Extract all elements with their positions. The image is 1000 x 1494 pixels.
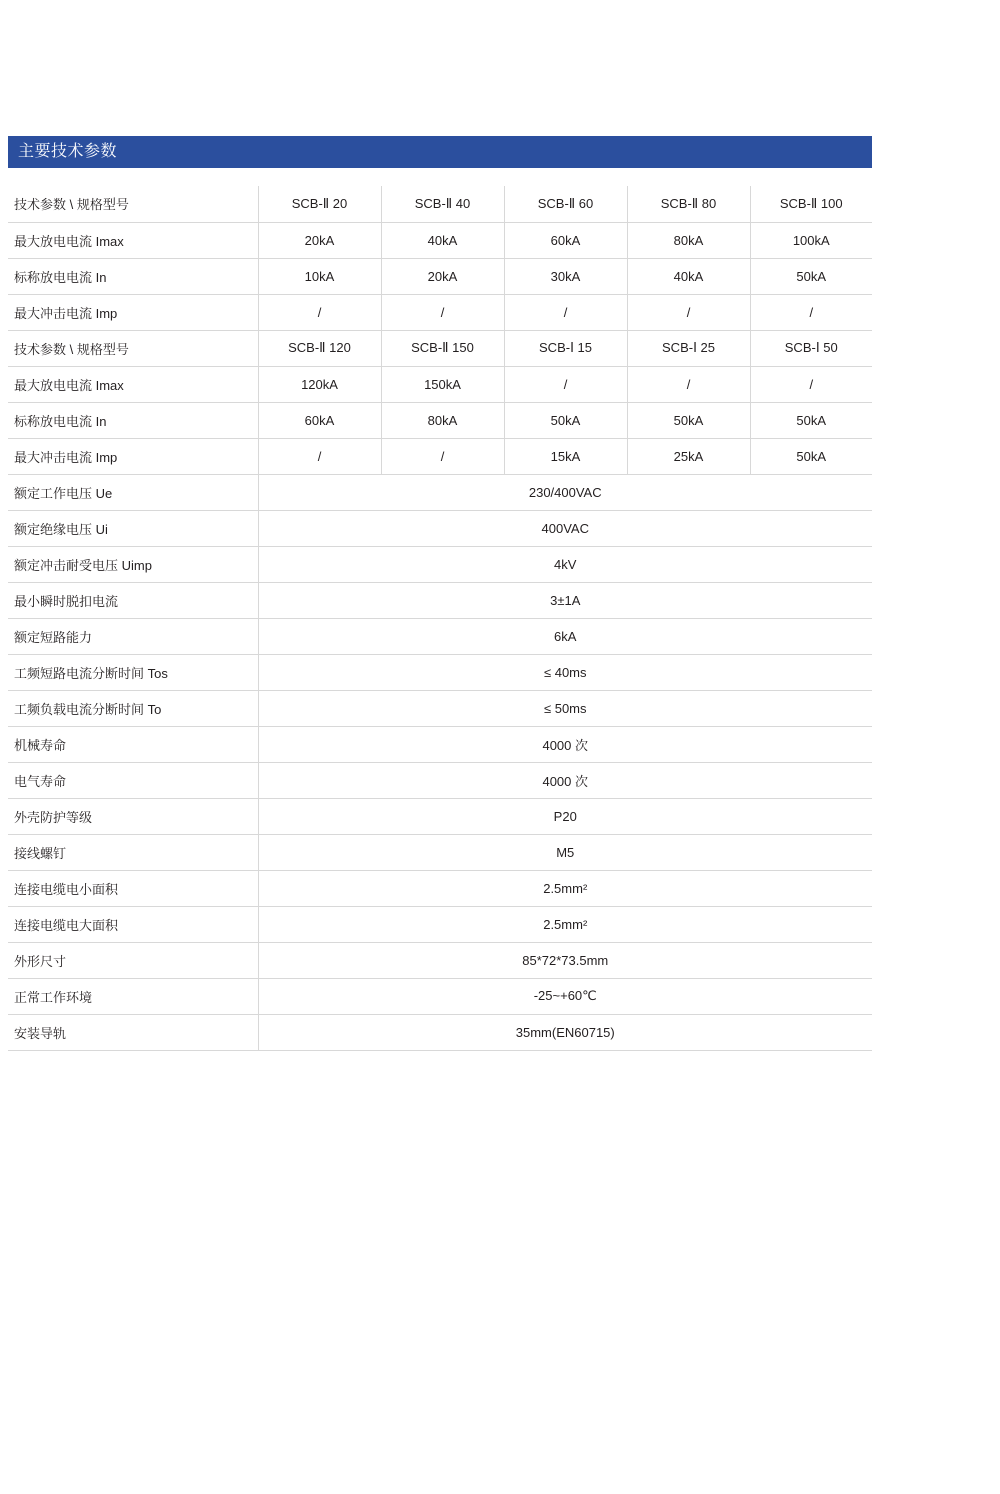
- row-value: 50kA: [750, 438, 872, 474]
- row-value: /: [258, 438, 381, 474]
- row-label: 最大放电电流 Imax: [8, 222, 258, 258]
- column-header-model: SCB-Ⅱ 80: [627, 186, 750, 222]
- row-value: /: [750, 294, 872, 330]
- table-row: [8, 582, 872, 618]
- table-row: [8, 618, 872, 654]
- row-value: /: [381, 294, 504, 330]
- row-label: 标称放电电流 In: [8, 402, 258, 438]
- row-value: 4000 次: [258, 762, 872, 798]
- table-row: [8, 438, 872, 474]
- row-label: 接线螺钉: [8, 834, 258, 870]
- column-header-model: SCB-Ⅰ 15: [504, 330, 627, 366]
- row-value: 30kA: [504, 258, 627, 294]
- row-value: /: [504, 294, 627, 330]
- row-label: 最大冲击电流 Imp: [8, 438, 258, 474]
- row-value: 85*72*73.5mm: [258, 942, 872, 978]
- column-header-model: SCB-Ⅱ 100: [750, 186, 872, 222]
- table-row: [8, 690, 872, 726]
- table-row: [8, 366, 872, 402]
- table-row: [8, 258, 872, 294]
- technical-parameters-table: [8, 186, 872, 1051]
- row-value: 60kA: [258, 402, 381, 438]
- row-value: /: [258, 294, 381, 330]
- table-row: [8, 942, 872, 978]
- table-row: [8, 474, 872, 510]
- row-label: 连接电缆电小面积: [8, 870, 258, 906]
- table-row: [8, 834, 872, 870]
- row-value: 15kA: [504, 438, 627, 474]
- column-header-label: 技术参数 \ 规格型号: [8, 330, 258, 366]
- row-value: 50kA: [627, 402, 750, 438]
- row-label: 最大放电电流 Imax: [8, 366, 258, 402]
- column-header-model: SCB-Ⅰ 50: [750, 330, 872, 366]
- table-row: [8, 546, 872, 582]
- row-label: 额定短路能力: [8, 618, 258, 654]
- row-value: 20kA: [381, 258, 504, 294]
- row-value: 80kA: [381, 402, 504, 438]
- row-value: 120kA: [258, 366, 381, 402]
- page-title: 主要技术参数: [18, 143, 118, 160]
- table-row: [8, 510, 872, 546]
- row-label: 额定工作电压 Ue: [8, 474, 258, 510]
- row-value: 2.5mm²: [258, 870, 872, 906]
- table-row: [8, 654, 872, 690]
- row-value: 35mm(EN60715): [258, 1014, 872, 1050]
- row-value: 230/400VAC: [258, 474, 872, 510]
- row-value: 3±1A: [258, 582, 872, 618]
- row-label: 正常工作环境: [8, 978, 258, 1014]
- column-header-model: SCB-Ⅰ 25: [627, 330, 750, 366]
- row-label: 机械寿命: [8, 726, 258, 762]
- row-label: 连接电缆电大面积: [8, 906, 258, 942]
- table-row: [8, 726, 872, 762]
- row-label: 工频短路电流分断时间 Tos: [8, 654, 258, 690]
- row-label: 工频负载电流分断时间 To: [8, 690, 258, 726]
- column-header-model: SCB-Ⅱ 20: [258, 186, 381, 222]
- table-row: [8, 402, 872, 438]
- row-value: /: [504, 366, 627, 402]
- row-value: 10kA: [258, 258, 381, 294]
- row-label: 额定绝缘电压 Ui: [8, 510, 258, 546]
- row-value: ≤ 50ms: [258, 690, 872, 726]
- row-value: 400VAC: [258, 510, 872, 546]
- table-row: [8, 294, 872, 330]
- table-row: [8, 330, 872, 366]
- row-label: 最小瞬时脱扣电流: [8, 582, 258, 618]
- row-label: 额定冲击耐受电压 Uimp: [8, 546, 258, 582]
- row-value: 2.5mm²: [258, 906, 872, 942]
- row-value: 80kA: [627, 222, 750, 258]
- table-row: [8, 978, 872, 1014]
- table-row: [8, 186, 872, 222]
- row-label: 安装导轨: [8, 1014, 258, 1050]
- row-value: 100kA: [750, 222, 872, 258]
- row-value: /: [627, 294, 750, 330]
- row-value: M5: [258, 834, 872, 870]
- row-value: -25~+60℃: [258, 978, 872, 1014]
- row-value: 50kA: [504, 402, 627, 438]
- section-title-bar: [8, 136, 872, 168]
- table-row: [8, 798, 872, 834]
- table-row: [8, 1014, 872, 1050]
- row-value: 60kA: [504, 222, 627, 258]
- column-header-label: 技术参数 \ 规格型号: [8, 186, 258, 222]
- column-header-model: SCB-Ⅱ 120: [258, 330, 381, 366]
- table-row: [8, 762, 872, 798]
- column-header-model: SCB-Ⅱ 60: [504, 186, 627, 222]
- column-header-model: SCB-Ⅱ 150: [381, 330, 504, 366]
- row-value: 50kA: [750, 258, 872, 294]
- row-value: 20kA: [258, 222, 381, 258]
- row-label: 标称放电电流 In: [8, 258, 258, 294]
- row-value: /: [627, 366, 750, 402]
- row-label: 最大冲击电流 Imp: [8, 294, 258, 330]
- row-value: 40kA: [381, 222, 504, 258]
- row-label: 电气寿命: [8, 762, 258, 798]
- row-label: 外形尺寸: [8, 942, 258, 978]
- row-value: P20: [258, 798, 872, 834]
- table-row: [8, 222, 872, 258]
- row-value: /: [381, 438, 504, 474]
- row-value: /: [750, 366, 872, 402]
- table-row: [8, 870, 872, 906]
- row-value: 50kA: [750, 402, 872, 438]
- column-header-model: SCB-Ⅱ 40: [381, 186, 504, 222]
- row-value: 4000 次: [258, 726, 872, 762]
- table-row: [8, 906, 872, 942]
- row-value: ≤ 40ms: [258, 654, 872, 690]
- row-value: 4kV: [258, 546, 872, 582]
- row-label: 外壳防护等级: [8, 798, 258, 834]
- row-value: 6kA: [258, 618, 872, 654]
- row-value: 150kA: [381, 366, 504, 402]
- row-value: 25kA: [627, 438, 750, 474]
- row-value: 40kA: [627, 258, 750, 294]
